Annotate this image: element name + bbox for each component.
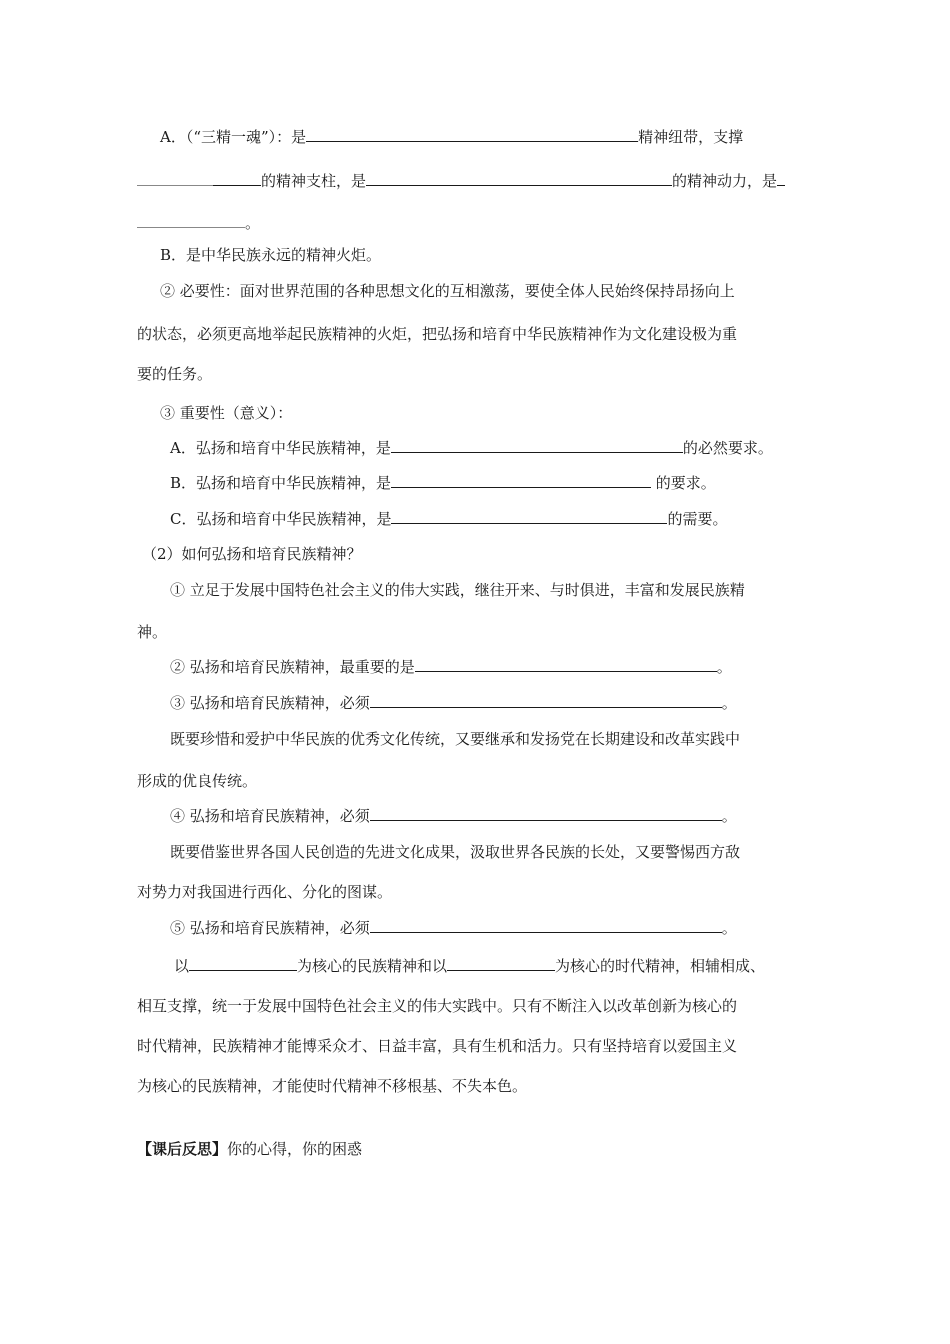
fill-blank[interactable]: [447, 956, 555, 971]
fill-blank[interactable]: [391, 438, 683, 453]
text: ⑤ 弘扬和培育民族精神，必须: [170, 919, 370, 937]
point1-line1: ① 立足于发展中国特色社会主义的伟大实践，继往开来、与时俱进，丰富和发展民族精: [170, 581, 745, 599]
text: 精神纽带，支撑: [638, 128, 744, 146]
spirit-line1: [174, 956, 765, 976]
text: 的必然要求。: [682, 439, 773, 457]
text: 。: [245, 214, 261, 232]
fill-blank[interactable]: [137, 213, 245, 228]
text: 的精神支柱，是: [261, 172, 367, 190]
fill-blank[interactable]: [306, 127, 638, 142]
point5: [170, 918, 737, 938]
text: 为核心的民族精神和以: [297, 957, 448, 975]
text: ③ 弘扬和培育民族精神，必须: [170, 694, 370, 712]
fill-blank[interactable]: [391, 509, 667, 524]
spirit-line4: 为核心的民族精神，才能使时代精神不移根基、不失本色。: [137, 1077, 528, 1095]
necessity-line1: ② 必要性：面对世界范围的各种思想文化的互相激荡，要使全体人民始终保持昂扬向上: [160, 282, 735, 300]
fill-blank[interactable]: [189, 956, 297, 971]
text: 为核心的时代精神，相辅相成、: [555, 957, 766, 975]
text: 。: [716, 658, 732, 676]
point3-text-line2: 形成的优良传统。: [137, 772, 258, 790]
fill-blank[interactable]: [366, 171, 672, 186]
text: A．弘扬和培育中华民族精神，是: [170, 439, 391, 457]
text: 的精神动力，是: [672, 172, 778, 190]
necessity-line2: 的状态，必须更高地举起民族精神的火炬，把弘扬和培育中华民族精神作为文化建设极为重: [137, 325, 738, 343]
reflection-heading: 【课后反思】: [137, 1140, 228, 1158]
spirit-line2: 相互支撑，统一于发展中国特色社会主义的伟大实践中。只有不断注入以改革创新为核心的: [137, 997, 738, 1015]
fill-blank[interactable]: [370, 806, 722, 821]
question-2: （2）如何弘扬和培育民族精神？: [142, 545, 362, 563]
fill-blank[interactable]: [777, 171, 785, 186]
text: ④ 弘扬和培育民族精神，必须: [170, 807, 370, 825]
text: B．弘扬和培育中华民族精神，是: [170, 474, 392, 492]
text: 的需要。: [667, 510, 728, 528]
importance-c: [170, 509, 728, 529]
text: C．弘扬和培育中华民族精神，是: [170, 510, 392, 528]
point4: [170, 806, 737, 826]
text: ② 弘扬和培育民族精神，最重要的是: [170, 658, 415, 676]
importance-b: [170, 473, 716, 493]
point1-line2: 神。: [137, 623, 168, 641]
text: A．（“三精一魂”）：是: [160, 128, 307, 146]
fill-blank[interactable]: [391, 473, 651, 488]
fill-blank[interactable]: [213, 171, 261, 186]
importance-a: [170, 438, 773, 458]
item-b: B．是中华民族永远的精神火炬。: [160, 246, 382, 264]
point4-text-line2: 对势力对我国进行西化、分化的图谋。: [137, 883, 393, 901]
point3-text-line1: 既要珍惜和爱护中华民族的优秀文化传统，又要继承和发扬党在长期建设和改革实践中: [170, 730, 741, 748]
fill-blank[interactable]: [415, 657, 717, 672]
reflection-line: [137, 1139, 362, 1159]
text: 。: [721, 807, 737, 825]
text: 的要求。: [651, 474, 716, 492]
necessity-line3: 要的任务。: [137, 365, 213, 383]
item-a-line1: [160, 127, 743, 147]
text: 。: [721, 919, 737, 937]
fill-blank[interactable]: [137, 171, 213, 186]
point2: [170, 657, 732, 677]
item-a-line3: [137, 213, 260, 233]
reflection-prompt: 你的心得，你的困惑: [227, 1140, 363, 1158]
fill-blank[interactable]: [370, 918, 722, 933]
fill-blank[interactable]: [370, 693, 722, 708]
spirit-line3: 时代精神，民族精神才能博采众才、日益丰富，具有生机和活力。只有坚持培育以爱国主义: [137, 1037, 738, 1055]
point4-text-line1: 既要借鉴世界各国人民创造的先进文化成果，汲取世界各民族的长处，又要警惕西方敌: [170, 843, 741, 861]
importance-heading: ③ 重要性（意义）：: [160, 404, 293, 422]
point3: [170, 693, 737, 713]
item-a-line2: [137, 171, 785, 191]
text: 。: [721, 694, 737, 712]
text: 以: [174, 957, 190, 975]
